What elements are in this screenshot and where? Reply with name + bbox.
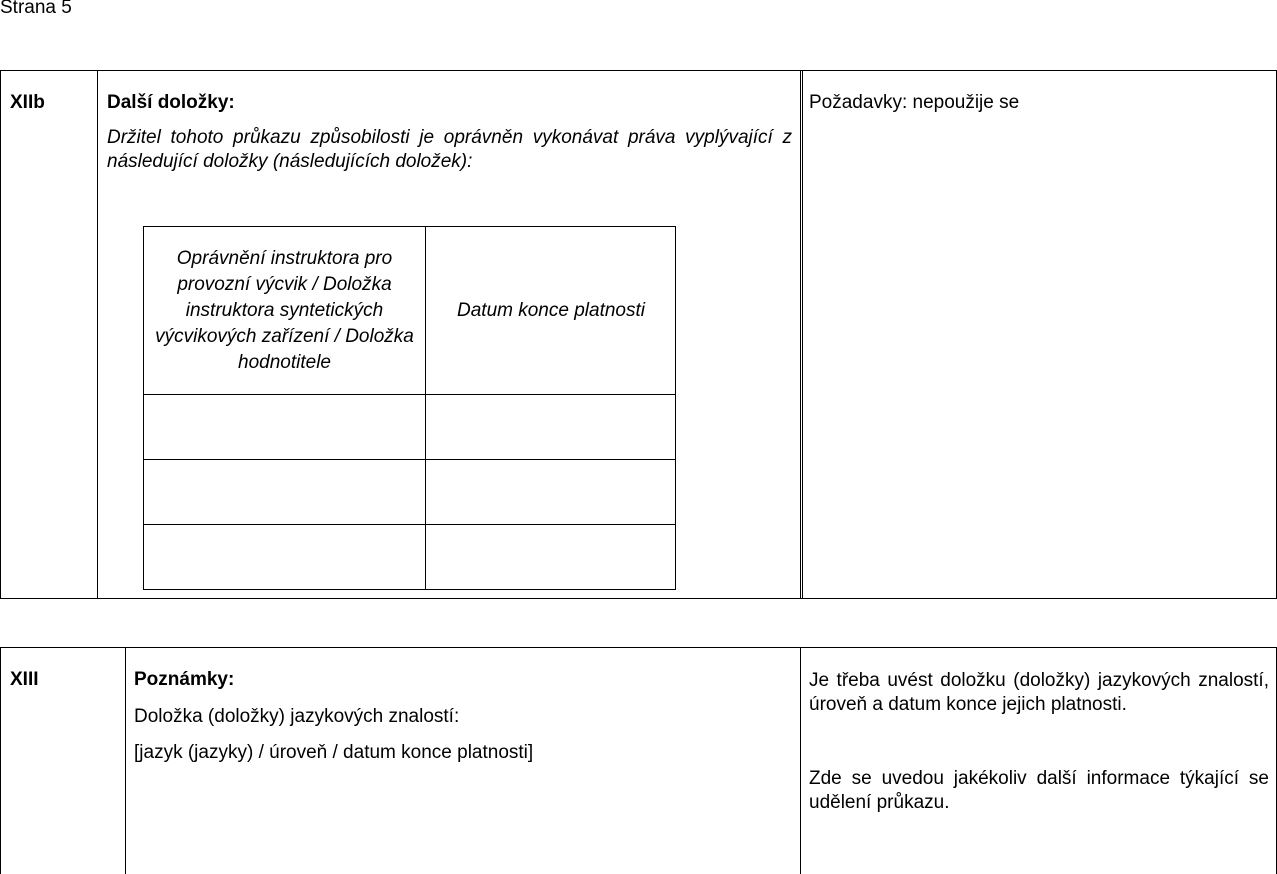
column-divider	[800, 71, 801, 598]
column-divider	[800, 648, 801, 874]
column-divider	[125, 648, 126, 874]
table-header-expiry: Datum konce platnosti	[457, 299, 645, 321]
section-code: XIIb	[10, 92, 45, 113]
table-cell[interactable]	[144, 460, 425, 524]
language-clause-label: Doložka (doložky) jazykových znalostí:	[134, 706, 460, 727]
section-intro: Držitel tohoto průkazu způsobilosti je oprávněn vykonávat práva vyplývající z následující doložky (následujících doložek):	[107, 127, 792, 172]
section-title: Poznámky:	[134, 669, 235, 690]
column-divider	[802, 71, 803, 598]
section-title: Další doložky:	[107, 92, 235, 113]
remarks-note: Zde se uvedou jakékoliv další informace týkající se udělení průkazu.	[809, 768, 1269, 813]
clauses-table	[143, 226, 676, 590]
section-code: XIII	[10, 669, 39, 690]
table-cell[interactable]	[426, 395, 676, 459]
section-xiib	[0, 70, 1277, 599]
column-divider	[97, 71, 98, 598]
table-cell[interactable]	[426, 525, 676, 589]
table-cell[interactable]	[144, 395, 425, 459]
language-clause-format: [jazyk (jazyky) / úroveň / datum konce platnosti]	[134, 742, 534, 763]
table-header-clause: Oprávnění instruktora pro provozní výcvik / Doložka instruktora syntetických výcvikových zařízení / Doložka hodnotitele	[155, 247, 414, 373]
requirements-text: Požadavky: nepoužije se	[809, 92, 1020, 113]
table-cell[interactable]	[426, 460, 676, 524]
section-xiii	[0, 647, 1277, 874]
remarks-note: Je třeba uvést doložku (doložky) jazykových znalostí, úroveň a datum konce jejich platnosti.	[809, 670, 1269, 715]
page-number: Strana 5	[0, 0, 72, 18]
table-cell[interactable]	[144, 525, 425, 589]
